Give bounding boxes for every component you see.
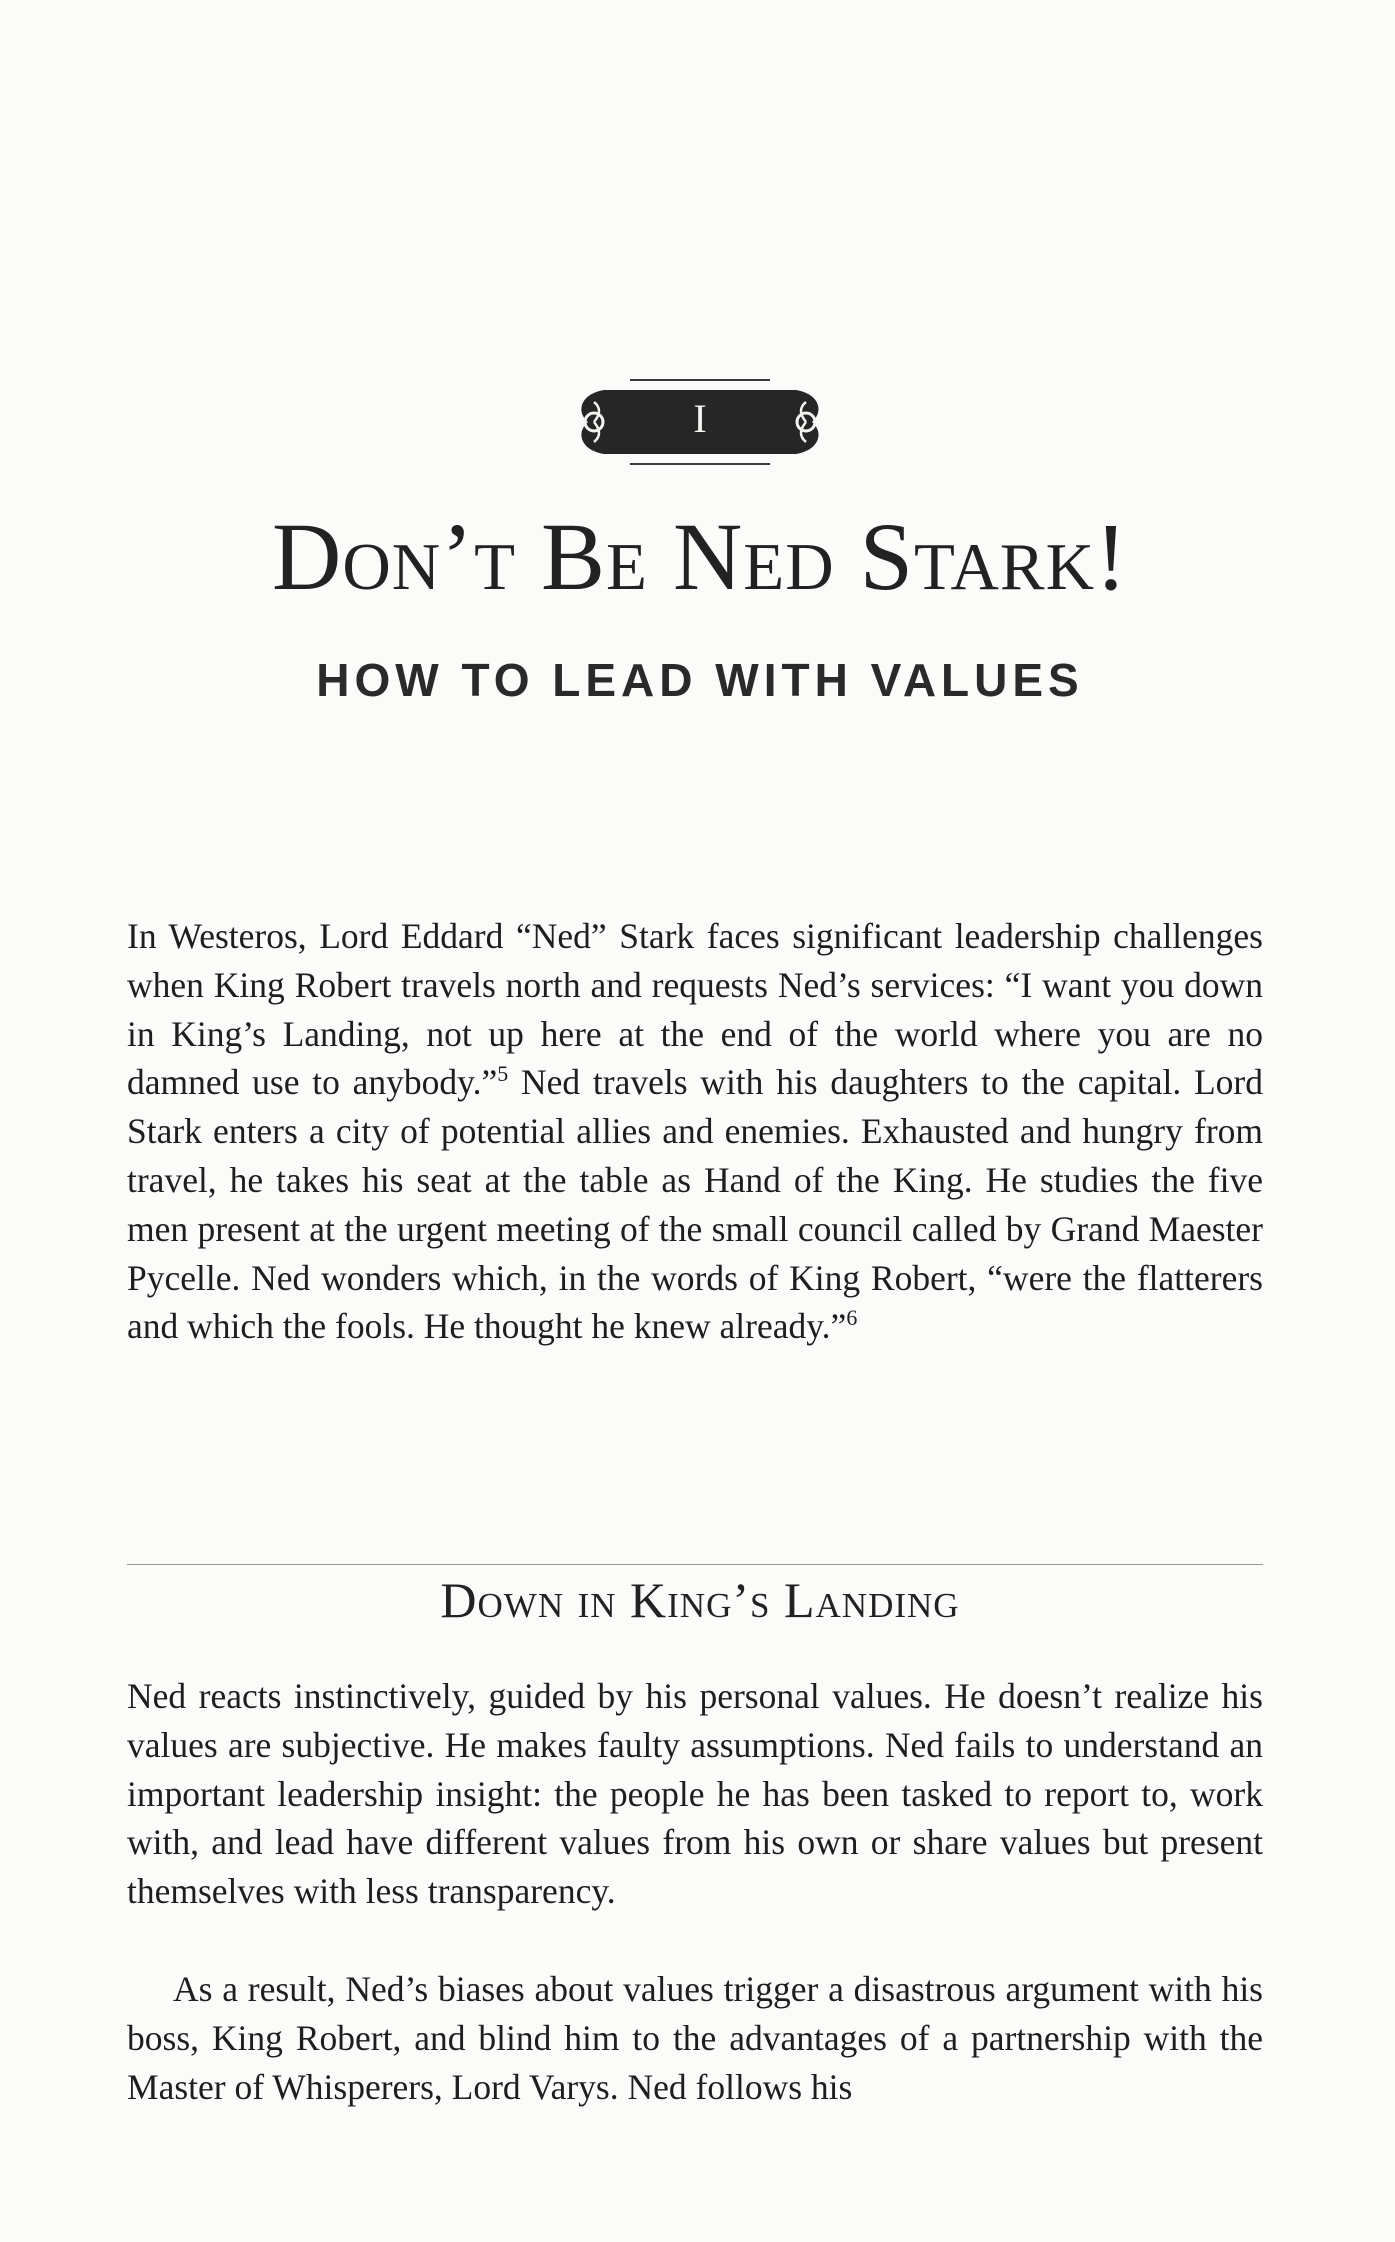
section-paragraph-1: Ned reacts instinctively, guided by his personal values. He doesn’t realize his values are subjective. He makes faulty assumptions. Ned fails to understand an important leadership insight: the people he has been tasked to report to, work with, and lead have different values from his own or share values but present themselves with less transparency. xyxy=(127,1676,1263,1912)
chapter-subtitle: HOW TO LEAD WITH VALUES xyxy=(316,654,1084,706)
footnote-ref-6: 6 xyxy=(846,1305,858,1331)
chapter-number: I xyxy=(693,396,707,441)
section-heading: Down in King’s Landing xyxy=(440,1572,960,1628)
footnote-ref-5: 5 xyxy=(497,1061,509,1087)
section-divider xyxy=(127,1564,1263,1565)
intro-text-part-1: In Westeros, Lord Eddard “Ned” Stark faces significant leadership challenges when King Robert travels north and requests Ned’s services: “I want you down in King’s Landing, not up here at the end of the world where you are no damned use to anybody.” xyxy=(127,916,1263,1103)
intro-text-part-2: Ned travels with his daughters to the capital. Lord Stark enters a city of potential allies and enemies. Exhausted and hungry from travel, he takes his seat at the table as Hand of the King. He studies the five men present at the urgent meeting of the small council called by Grand Maester Pycelle. Ned wonders which, in the words of King Robert, “were the flatterers and which the fools. He thought he knew already.” xyxy=(127,1062,1263,1347)
chapter-ornament xyxy=(570,372,830,472)
chapter-title: Don’t Be Ned Stark! xyxy=(272,503,1128,610)
intro-paragraph xyxy=(127,912,1263,1351)
section-paragraph-2: As a result, Ned’s biases about values trigger a disastrous argument with his boss, King Robert, and blind him to the advantages of a partnership with the Master of Whisperers, Lord Varys. Ned follows his xyxy=(127,1969,1263,2107)
